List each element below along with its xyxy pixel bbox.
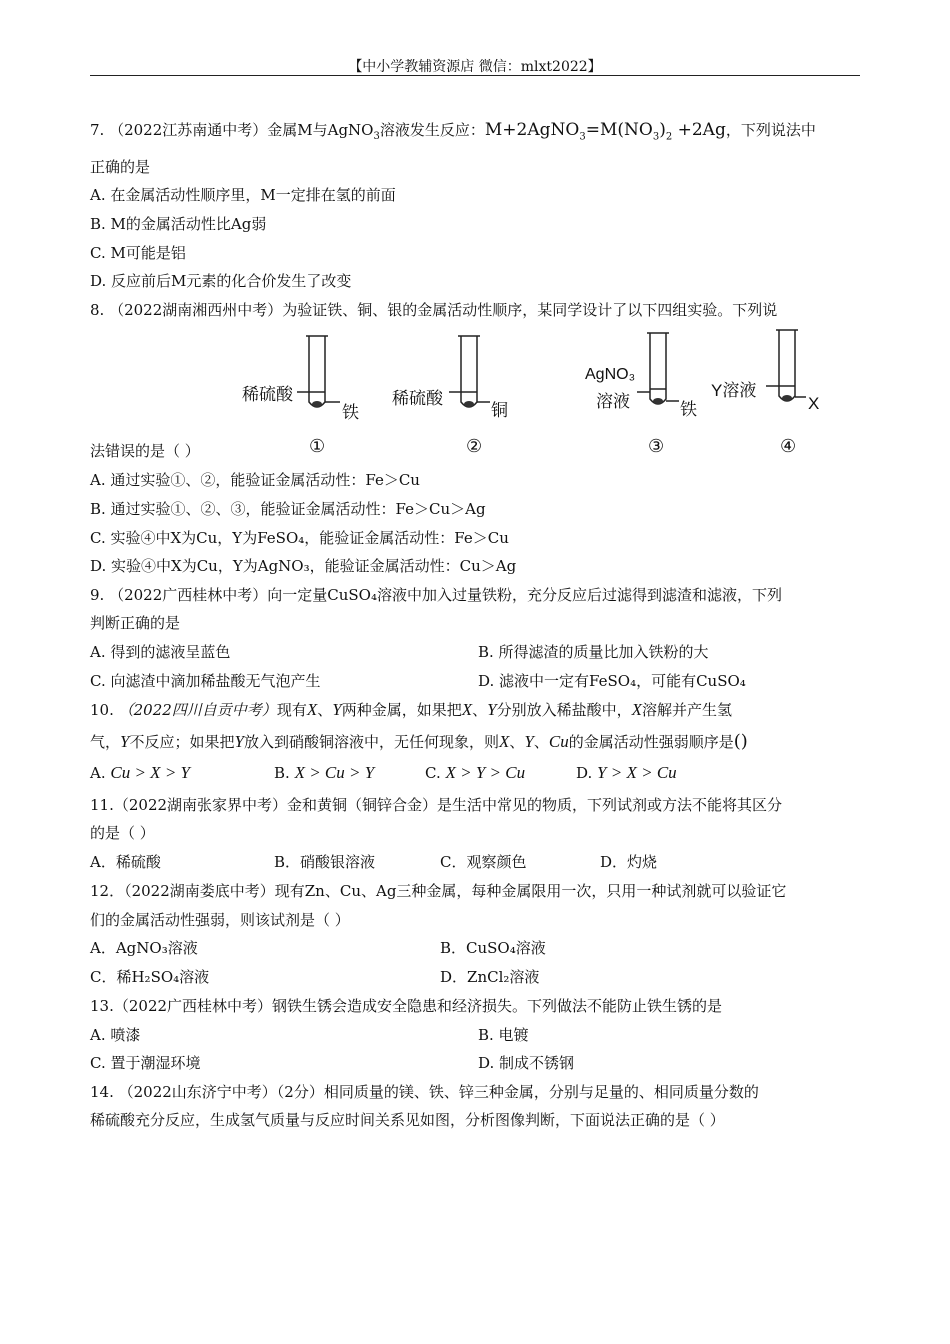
q7-equation: $M+2AgNO_3=M(NO_3)_2 +2Ag$ [484, 120, 726, 143]
q11-option-d: D．灼烧 [600, 853, 658, 871]
q10-option-a: A. Cu > X > Y [90, 763, 190, 782]
tube4-metal-label: X [808, 394, 820, 413]
q12-option-d: D．ZnCl₂溶液 [440, 968, 540, 986]
q13-option-a: A. 喷漆 [90, 1026, 141, 1044]
q8-option-c: C. 实验④中X为Cu，Y为FeSO₄，能验证金属活动性：Fe＞Cu [90, 529, 509, 547]
q10-stem-line2: 气，Y不反应；如果把Y放入到硝酸铜溶液中，无任何现象，则X、Y、Cu的金属活动性强弱顺序是() [90, 731, 748, 752]
q13-option-b: B. 电镀 [478, 1026, 529, 1044]
q11-option-c: C．观察颜色 [440, 853, 527, 871]
q13-option-c: C. 置于潮湿环境 [90, 1054, 201, 1072]
tube3-liquid-label-b: 溶液 [596, 392, 630, 411]
q8-stem: 8. （2022湖南湘西州中考）为验证铁、铜、银的金属活动性顺序，某同学设计了以下四组实验。下列说 [90, 301, 778, 319]
q9-stem-line2: 判断正确的是 [90, 614, 181, 632]
q12-option-b: B．CuSO₄溶液 [440, 939, 546, 957]
tube3-metal-label: 铁 [680, 400, 697, 419]
q13-option-d: D. 制成不锈钢 [478, 1054, 575, 1072]
q8-option-d: D. 实验④中X为Cu，Y为AgNO₃，能验证金属活动性：Cu＞Ag [90, 557, 517, 575]
q10-option-c: C. X > Y > Cu [425, 763, 526, 782]
tube2-metal-label: 铜 [491, 401, 508, 420]
q14-stem-line2: 稀硫酸充分反应，生成氢气质量与反应时间关系见如图，分析图像判断，下面说法正确的是（ ） [90, 1111, 725, 1129]
tube-4 [779, 330, 795, 401]
q9-stem: 9. （2022广西桂林中考）向一定量CuSO₄溶液中加入过量铁粉，充分反应后过滤得到滤渣和滤液，下列 [90, 586, 782, 604]
experiment-label-2: ② [466, 436, 483, 457]
tube2-liquid-label: 稀硫酸 [392, 389, 443, 408]
q9-option-d: D. 滤液中一定有FeSO₄，可能有CuSO₄ [478, 672, 746, 690]
q8-option-a: A. 通过实验①、②，能验证金属活动性：Fe＞Cu [90, 471, 420, 489]
q9-option-b: B. 所得滤渣的质量比加入铁粉的大 [478, 643, 709, 661]
q11-option-a: A．稀硫酸 [90, 853, 161, 871]
tube-1 [309, 336, 325, 407]
q10-option-b: B. X > Cu > Y [274, 763, 375, 782]
q12-option-a: A．AgNO₃溶液 [90, 939, 198, 957]
experiment-label-3: ③ [648, 436, 665, 457]
tube4-liquid-label: Y溶液 [711, 381, 757, 400]
q7-stem-line2: 正确的是 [90, 158, 151, 176]
q7-option-a: A. 在金属活动性顺序里，M一定排在氢的前面 [90, 186, 396, 204]
tube-3 [650, 333, 666, 404]
q12-stem: 12．（2022湖南娄底中考）现有Zn、Cu、Ag三种金属，每种金属限用一次，只用一种试剂就可以验证它 [90, 882, 787, 900]
q8-stem-line2: 法错误的是（ ） [90, 442, 200, 460]
q14-stem: 14. （2022山东济宁中考）（2分）相同质量的镁、铁、锌三种金属，分别与足量的、相同质量分数的 [90, 1083, 759, 1101]
q7-stem: 7. （2022江苏南通中考）金属M与AgNO$_3$溶液发生反应：$M+2AgNO_3=M(NO_3)_2 +2Ag$，下列说法中 [90, 120, 816, 143]
experiment-label-4: ④ [780, 436, 797, 457]
q7-option-c: C. M可能是铝 [90, 244, 186, 262]
tube1-metal-label: 铁 [342, 403, 359, 422]
tube1-liquid-label: 稀硫酸 [242, 385, 293, 404]
experiment-label-1: ① [309, 436, 326, 457]
q9-option-a: A. 得到的滤液呈蓝色 [90, 643, 231, 661]
q12-option-c: C．稀H₂SO₄溶液 [90, 968, 210, 986]
q11-option-b: B．硝酸银溶液 [274, 853, 376, 871]
q11-stem: 11.（2022湖南张家界中考）金和黄铜（铜锌合金）是生活中常见的物质，下列试剂或方法不能将其区分 [90, 796, 783, 814]
q8-option-b: B. 通过实验①、②、③，能验证金属活动性：Fe＞Cu＞Ag [90, 500, 486, 518]
q7-option-d: D. 反应前后M元素的化合价发生了改变 [90, 272, 352, 290]
q7-option-b: B. M的金属活动性比Ag弱 [90, 215, 267, 233]
q11-stem-line2: 的是（ ） [90, 824, 155, 842]
tube3-liquid-label-a: AgNO₃ [585, 366, 636, 383]
q9-option-c: C. 向滤渣中滴加稀盐酸无气泡产生 [90, 672, 321, 690]
q10-stem: 10. （2022四川自贡中考）现有X、Y两种金属，如果把X、Y分别放入稀盐酸中，X溶解并产生氢 [90, 700, 733, 719]
page-header: 【中小学教辅资源店 微信：mlxt2022】 [348, 59, 602, 75]
tube-2 [461, 336, 477, 407]
q12-stem-line2: 们的金属活动性强弱，则该试剂是（ ） [90, 911, 350, 929]
q10-option-d: D. Y > X > Cu [576, 763, 677, 782]
q13-stem: 13.（2022广西桂林中考）钢铁生锈会造成安全隐患和经济损失。下列做法不能防止铁生锈的是 [90, 997, 723, 1015]
